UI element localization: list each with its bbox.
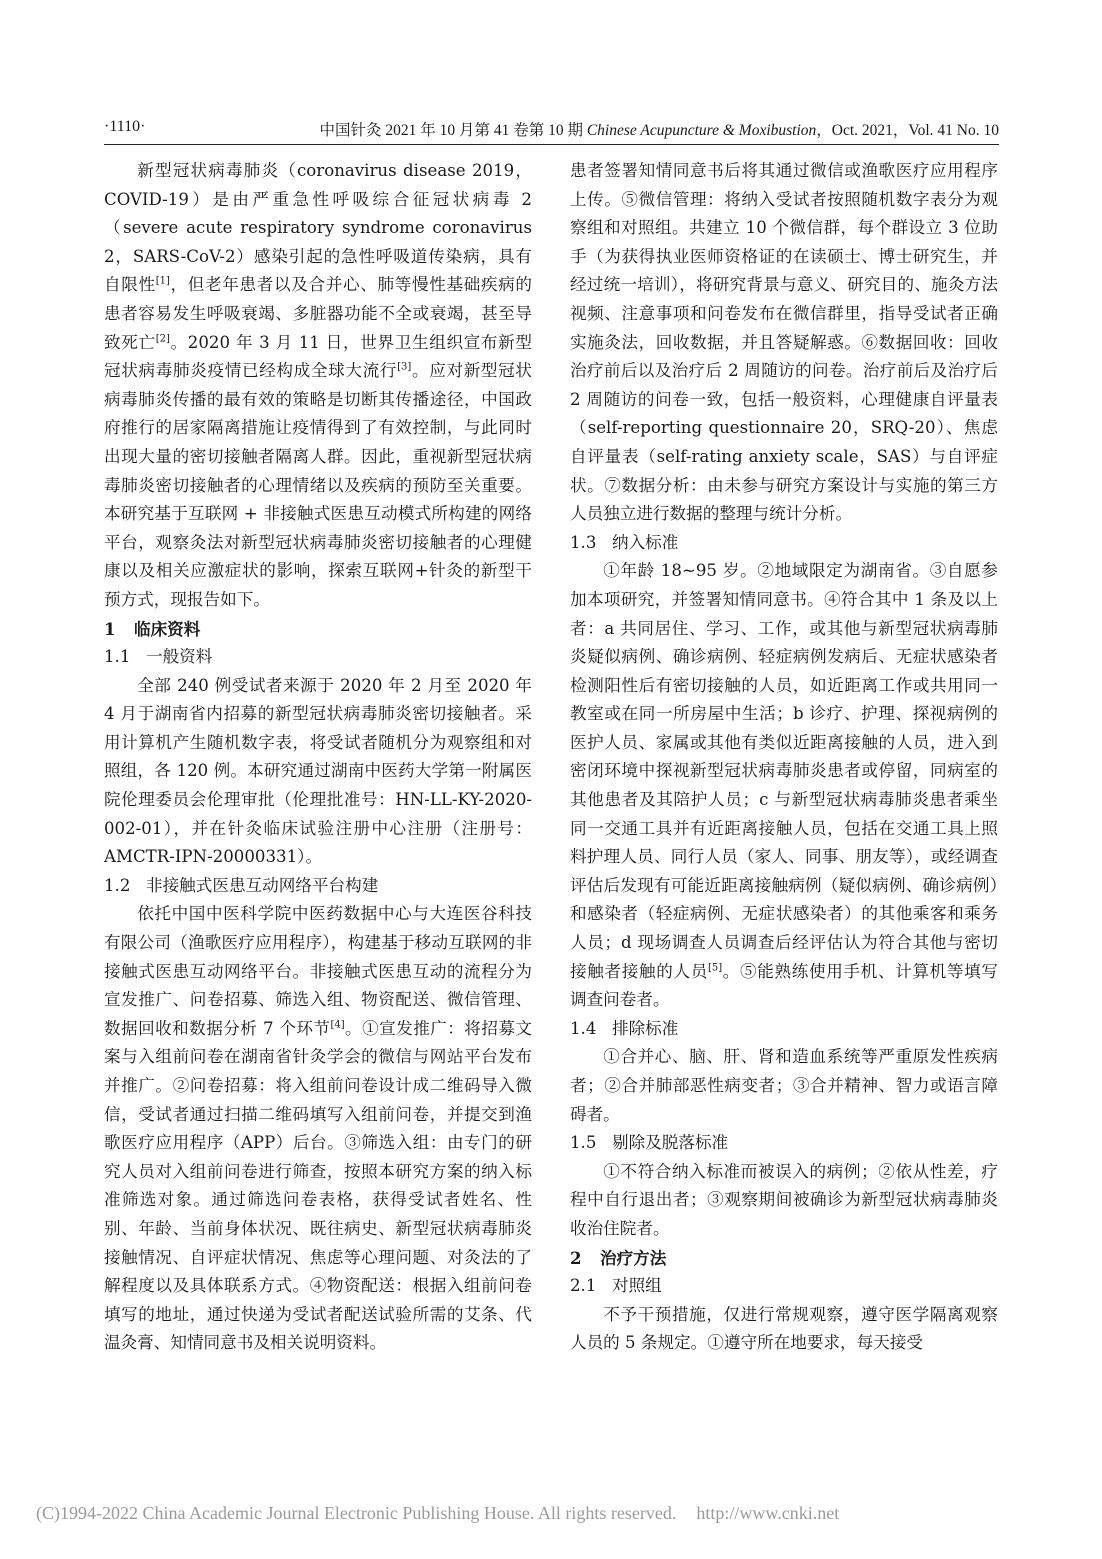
ref-1: [1] xyxy=(155,275,170,287)
section-1-2-heading xyxy=(104,872,532,901)
journal-issue: ，Oct. 2021，Vol. 41 No. 10 xyxy=(816,122,999,139)
journal-citation xyxy=(319,118,999,140)
section-1-number: 1 xyxy=(104,618,116,639)
section-1-heading xyxy=(104,615,532,644)
page-number: ·1110· xyxy=(104,118,146,135)
intro-text-d: 。应对新型冠状病毒肺炎传播的最有效的策略是切断其传播途径，中国政府推行的居家隔离措施让疫情得到了有效控制，与此同时出现大量的密切接触者隔离人群。因此，重视新型冠状病毒肺炎密切接触者的心理情绪以及疾病的预防至关重要。本研究基于互联网 + 非接触式医患互动模式所构建的网络平台，观察灸法对新型冠状病毒肺炎密切接触者的心理健康以及相关应激症状的影响，探索互联网+针灸的新型干预方式，现报告如下。 xyxy=(104,361,533,609)
ref-3: [3] xyxy=(397,361,412,373)
section-1-2-paragraph xyxy=(104,900,532,1358)
journal-cn: 中国针灸 2021 年 10 月第 41 卷第 10 期 xyxy=(319,122,587,139)
ref-5: [5] xyxy=(707,962,723,974)
section-2-1-number: 2.1 xyxy=(570,1276,597,1296)
section-1-4-heading xyxy=(570,1015,998,1044)
section-1-1-title: 一般资料 xyxy=(146,647,213,667)
section-1-5-paragraph: ①不符合纳入标准而被误入的病例；②依从性差，疗程中自行退出者；③观察期间被确诊为新型冠状病毒肺炎收治住院者。 xyxy=(570,1161,998,1238)
section-1-1-number: 1.1 xyxy=(104,647,131,667)
section-1-3-number: 1.3 xyxy=(570,532,597,552)
intro-text-b: ，但老年患者以及合并心、肺等慢性基础疾病的患者容易发生呼吸衰竭、多脏器功能不全或衰竭，甚至导致死亡 xyxy=(104,275,533,352)
section-1-2-text-b: 。①宣发推广：将招募文案与入组前问卷在湖南省针灸学会的微信与网站平台发布并推广。②问卷招募：将入组前问卷设计成二维码导入微信，受试者通过扫描二维码填写入组前问卷，并提交到渔歌医疗应用程序（APP）后台。③筛选入组：由专门的研究人员对入组前问卷进行筛查，按照本研究方案的纳入标准筛选对象。通过筛选问卷表格，获得受试者姓名、性别、年龄、当前身体状况、既往病史、新型冠状病毒肺炎接触情况、自评症状情况、焦虑等心理问题、对灸法的了解程度以及具体联系方式。④物资配送：根据入组前问卷填写的地址，通过快递为受试者配送试验所需的艾条、代温灸膏、知情同意书及相关说明资料。 xyxy=(104,1018,533,1353)
section-1-5-title: 剔除及脱落标准 xyxy=(612,1133,729,1153)
section-1-3-paragraph xyxy=(570,557,998,1015)
intro-text-a: 新型冠状病毒肺炎（coronavirus disease 2019，COVID-19）是由严重急性呼吸综合征冠状病毒 2（severe acute respiratory syndrome coronavirus 2，SARS-CoV-2）感染引起的急性呼吸道传染病，具有自限性 xyxy=(104,161,532,295)
running-header xyxy=(104,118,999,144)
intro-paragraph xyxy=(104,157,532,615)
continued-paragraph: 患者签署知情同意书后将其通过微信或渔歌医疗应用程序上传。⑤微信管理：将纳入受试者按照随机数字表分为观察组和对照组。共建立 10 个微信群，每个群设立 3 位助手（为获得执业医师资格证的在读硕士、博士研究生，并经过统一培训），将研究背景与意义、研究目的、施灸方法视频、注意事项和问卷发布在微信群里，指导受试者正确实施灸法，回收数据，并且答疑解惑。⑥数据回收：回收治疗前后以及治疗后 2 周随访的问卷。治疗前后及治疗后 2 周随访的问卷一致，包括一般资料，心理健康自评量表（self-reporting questionnaire 20，SRQ-20）、焦虑自评量表（self-rating anxiety scale，SAS）与自评症状。⑦数据分析：由未参与研究方案设计与实施的第三方人员独立进行数据的整理与统计分析。 xyxy=(570,161,998,524)
section-1-4-paragraph: ①合并心、脑、肝、肾和造血系统等严重原发性疾病者；②合并肺部恶性病变者；③合并精神、智力或语言障碍者。 xyxy=(570,1047,998,1124)
section-2-1-heading xyxy=(570,1272,998,1301)
section-1-1-heading xyxy=(104,643,532,672)
section-1-title: 临床资料 xyxy=(134,618,201,639)
section-1-5-heading xyxy=(570,1129,998,1158)
left-column xyxy=(104,157,532,1358)
copyright-text: (C)1994-2022 China Academic Journal Electronic Publishing House. All rights reserved. xyxy=(36,1503,677,1523)
section-2-1-paragraph: 不予干预措施，仅进行常规观察，遵守医学隔离观察人员的 5 条规定。①遵守所在地要求，每天接受 xyxy=(570,1304,998,1353)
section-1-1-paragraph: 全部 240 例受试者来源于 2020 年 2 月至 2020 年 4 月于湖南省内招募的新型冠状病毒肺炎密切接触者。采用计算机产生随机数字表，将受试者随机分为观察组和对照组，各 120 例。本研究通过湖南中医药大学第一附属医院伦理委员会伦理审批（伦理批准号：HN-LL-KY-2020-002-01），并在针灸临床试验注册中心注册（注册号：AMCTR-IPN-20000331）。 xyxy=(104,675,532,867)
section-1-3-text-a: ①年龄 18~95 岁。②地域限定为湖南省。③自愿参加本项研究，并签署知情同意书。④符合其中 1 条及以上者：a 共同居住、学习、工作，或其他与新型冠状病毒肺炎疑似病例、确诊病例、轻症病例发病后、无症状感染者检测阳性后有密切接触的人员，如近距离工作或共用同一教室或在同一所房屋中生活；b 诊疗、护理、探视病例的医护人员、家属或其他有类似近距离接触的人员，进入到密闭环境中探视新型冠状病毒肺炎患者或停留，同病室的其他患者及其陪护人员；c 与新型冠状病毒肺炎患者乘坐同一交通工具并有近距离接触人员，包括在交通工具上照料护理人员、同行人员（家人、同事、朋友等），或经调查评估后发现有可能近距离接触病例（疑似病例、确诊病例）和感染者（轻症病例、无症状感染者）的其他乘客和乘务人员；d 现场调查人员调查后经评估认为符合其他与密切接触者接触的人员 xyxy=(570,561,998,981)
ref-2: [2] xyxy=(155,333,170,345)
section-1-5-number: 1.5 xyxy=(570,1133,597,1153)
cnki-link[interactable]: http://www.cnki.net xyxy=(696,1503,840,1523)
section-2-number: 2 xyxy=(570,1247,582,1268)
copyright-footer xyxy=(36,1503,1066,1524)
section-1-3-heading xyxy=(570,529,998,558)
right-column xyxy=(570,157,998,1358)
section-1-3-title: 纳入标准 xyxy=(612,532,679,552)
section-1-4-title: 排除标准 xyxy=(612,1018,679,1038)
section-1-2-title: 非接触式医患互动网络平台构建 xyxy=(146,875,379,895)
section-1-4-number: 1.4 xyxy=(570,1018,597,1038)
intro-text-c: 。2020 年 3 月 11 日，世界卫生组织宣布新型冠状病毒肺炎疫情已经构成全球大流行 xyxy=(104,332,533,381)
section-1-3-text-b: 。⑤能熟练使用手机、计算机等填写调查问卷者。 xyxy=(570,961,999,1010)
section-1-2-text-a: 依托中国中医科学院中医药数据中心与大连医谷科技有限公司（渔歌医疗应用程序），构建基于移动互联网的非接触式医患互动网络平台。非接触式医患互动的流程分为宣发推广、问卷招募、筛选入组、物资配送、微信管理、数据回收和数据分析 7 个环节 xyxy=(104,904,532,1038)
journal-en: Chinese Acupuncture & Moxibustion xyxy=(586,122,817,139)
section-1-2-number: 1.2 xyxy=(104,875,131,895)
section-2-title: 治疗方法 xyxy=(600,1247,667,1268)
ref-4: [4] xyxy=(330,1019,345,1031)
header-rule xyxy=(104,144,999,145)
section-2-heading xyxy=(570,1244,998,1273)
section-2-1-title: 对照组 xyxy=(612,1276,662,1296)
